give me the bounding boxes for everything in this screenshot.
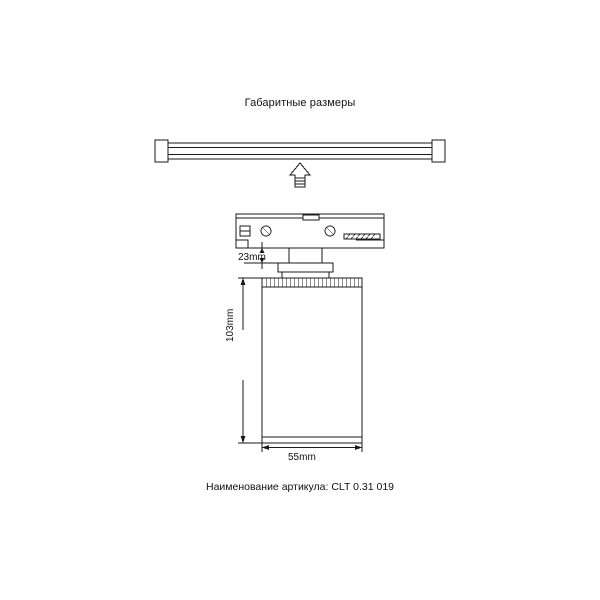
page-title: Габаритные размеры: [244, 97, 356, 109]
track-adapter-graphic: [236, 214, 384, 248]
dimension-label-55mm: 55mm: [288, 452, 316, 463]
stem-bracket-graphic: [278, 248, 333, 278]
article-caption: Наименование артикула: CLT 0.31 019: [205, 481, 394, 493]
dimension-label-23mm: 23mm: [238, 252, 266, 263]
dimension-55mm: [262, 443, 362, 452]
track-rail-graphic: [155, 140, 445, 162]
luminaire-body-graphic: [262, 278, 362, 443]
dimension-103mm: [238, 278, 262, 443]
mounting-direction-arrow: [290, 163, 310, 187]
dimension-label-103mm: 103mm: [225, 308, 236, 342]
